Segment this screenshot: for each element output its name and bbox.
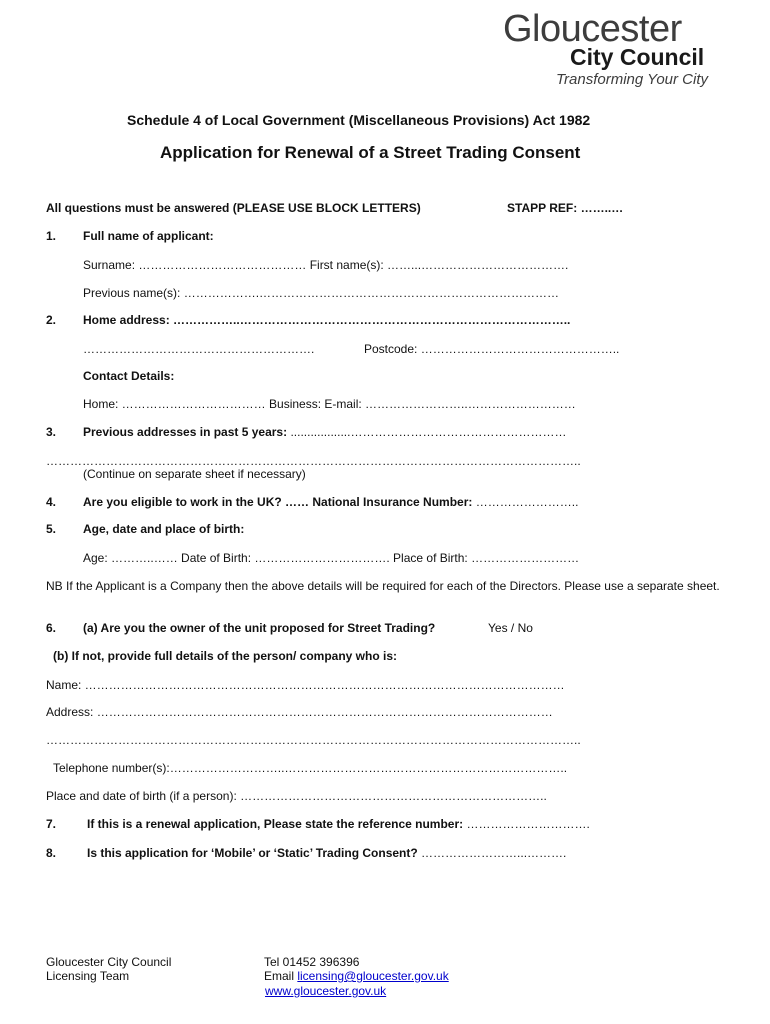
- footer-org: Gloucester City Council: [46, 955, 172, 969]
- logo-gloucester: Gloucester: [503, 8, 682, 50]
- contact-details-label: Contact Details:: [83, 369, 175, 383]
- footer-email: [264, 969, 449, 983]
- q5-number: 5.: [46, 522, 57, 536]
- page-title: Application for Renewal of a Street Trading Consent: [160, 143, 581, 162]
- previous-addresses-field[interactable]: [83, 425, 566, 439]
- previous-address-line[interactable]: ……………………………………………………………………………………………………………………..: [46, 454, 581, 468]
- footer-web: [265, 984, 386, 998]
- footer-tel: Tel 01452 396396: [264, 955, 360, 969]
- website-link[interactable]: www.gloucester.gov.uk: [265, 984, 387, 998]
- q3-dots: ..................………………………………………………: [290, 425, 567, 439]
- q4-label: Are you eligible to work in the UK? …… National Insurance Number:: [83, 495, 473, 509]
- reference-number-field[interactable]: [87, 817, 590, 831]
- q7-label: If this is a renewal application, Please state the reference number:: [87, 817, 464, 831]
- owner-address-field[interactable]: Address: ……………………………………………………………………………………………………: [46, 705, 553, 719]
- continue-note: (Continue on separate sheet if necessary): [83, 467, 306, 481]
- q7-number: 7.: [46, 817, 57, 831]
- age-birth-field[interactable]: Age: ………..…… Date of Birth: ……………………………. Place of Birth: ………………………: [83, 551, 580, 565]
- address-line-field[interactable]: ………………………………………………….: [83, 342, 315, 356]
- instructions: All questions must be answered (PLEASE USE BLOCK LETTERS): [46, 201, 421, 215]
- logo-city-council: City Council: [570, 44, 705, 70]
- owner-address-line[interactable]: ……………………………………………………………………………………………………………………..: [46, 733, 581, 747]
- email-label: Email: [264, 969, 298, 983]
- owner-telephone-field[interactable]: Telephone number(s):………………………..……………………………………………………………..: [53, 761, 568, 775]
- q8-label: Is this application for ‘Mobile’ or ‘Static’ Trading Consent?: [87, 846, 418, 860]
- email-link[interactable]: licensing@gloucester.gov.uk: [297, 969, 449, 983]
- previous-name-field[interactable]: Previous name(s): ……………….…………………………………………………………………: [83, 286, 560, 300]
- schedule-heading: Schedule 4 of Local Government (Miscellaneous Provisions) Act 1982: [127, 112, 591, 128]
- q5-label: Age, date and place of birth:: [83, 522, 245, 536]
- q4-number: 4.: [46, 495, 57, 509]
- company-note: NB If the Applicant is a Company then the above details will be required for each of the Directors. Please use a separate sheet.: [46, 579, 720, 593]
- q3-number: 3.: [46, 425, 57, 439]
- q4-dots: ……………………..: [475, 495, 579, 509]
- q3-label: Previous addresses in past 5 years:: [83, 425, 288, 439]
- owner-name-field[interactable]: Name: …………………………………………………………………………………………………………: [46, 678, 565, 692]
- trading-consent-type-field[interactable]: [87, 846, 566, 860]
- surname-field[interactable]: Surname: …………………………………… First name(s): ……...……………………………….: [83, 258, 569, 272]
- q6a-label: (a) Are you the owner of the unit proposed for Street Trading?: [83, 621, 436, 635]
- q8-number: 8.: [46, 846, 57, 860]
- eligibility-field[interactable]: [83, 495, 578, 509]
- home-address-field[interactable]: Home address: ……………..………………………………………………………………………..: [83, 313, 571, 327]
- stapp-ref: STAPP REF: ……..…: [507, 201, 624, 215]
- contact-details-field[interactable]: Home: ……………………………… Business: E-mail: ……………………..………………………: [83, 397, 576, 411]
- q6b-label: (b) If not, provide full details of the person/ company who is:: [53, 649, 398, 663]
- logo-tagline: Transforming Your City: [556, 71, 708, 88]
- footer-team: Licensing Team: [46, 969, 130, 983]
- q8-dots: ……………………...……….: [421, 846, 567, 860]
- q6-number: 6.: [46, 621, 57, 635]
- q7-dots: ………………………….: [466, 817, 590, 831]
- owner-birth-field[interactable]: Place and date of birth (if a person): …………………………………………………………………..: [46, 789, 547, 803]
- q2-number: 2.: [46, 313, 57, 327]
- postcode-field[interactable]: Postcode: …………………………………………..: [364, 342, 620, 356]
- q1-label: Full name of applicant:: [83, 229, 214, 243]
- yes-no-option[interactable]: Yes / No: [488, 621, 533, 635]
- q1-number: 1.: [46, 229, 57, 243]
